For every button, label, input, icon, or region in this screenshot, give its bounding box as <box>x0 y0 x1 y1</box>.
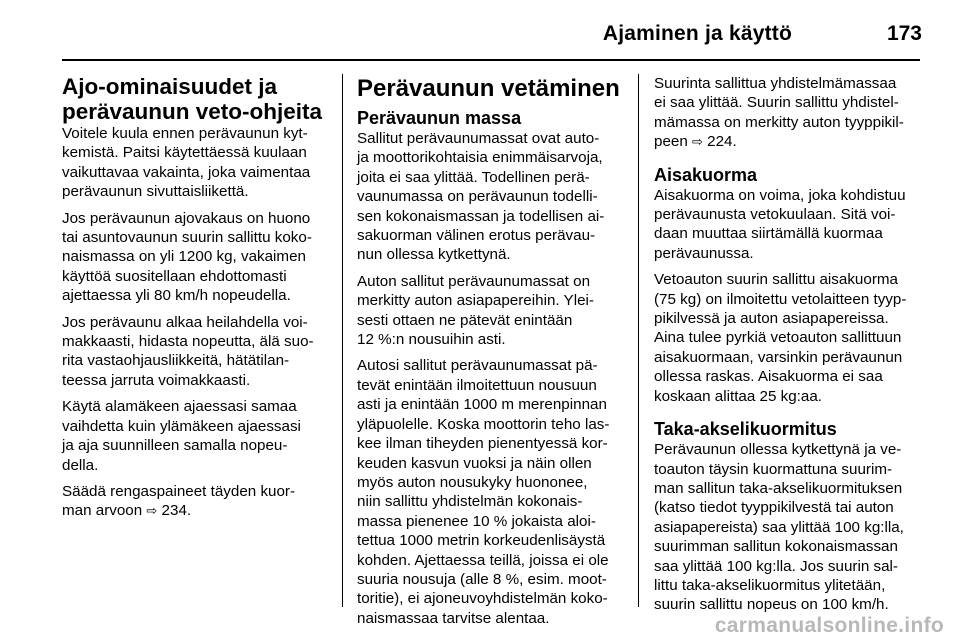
paragraph <box>62 397 328 475</box>
text-line: ja aja suunnilleen samalla nopeu- <box>62 437 288 455</box>
paragraph: Säädä rengaspaineet täyden kuor- man arvoon ⇨ 234. <box>62 482 328 521</box>
paragraph <box>357 356 623 628</box>
text-line: keuden kasvun vuoksi ja näin ollen <box>357 454 592 472</box>
text-line: makkaasti, hidasta nopeutta, älä suo- <box>62 333 314 351</box>
column-3 <box>654 74 922 615</box>
text-line: Aisakuorma on voima, joka kohdistuu <box>654 186 906 204</box>
paragraph <box>357 272 623 350</box>
text-line: saa ylittää 100 kg:lla. Jos suurin sal- <box>654 557 898 575</box>
subsection-heading: Perävaunun massa <box>357 108 522 128</box>
paragraph <box>654 440 922 615</box>
text-line: rita vastaohjausliikkeitä, hätätilan- <box>62 352 290 370</box>
text-line: yläpuolelle. Koska moottorin teho las- <box>357 415 610 433</box>
text-line: della. <box>62 456 99 474</box>
text-line: perävaunun veto-ohjeita <box>62 99 323 124</box>
text-line: suurin sallittu nopeus on 100 km/h. <box>654 596 889 614</box>
text-line: Käytä alamäkeen ajaessasi samaa <box>62 398 297 416</box>
text-line: mämassa on merkitty auton tyyppikil- <box>654 113 904 131</box>
text-line: Perävaunun ollessa kytkettynä ja ve- <box>654 441 902 459</box>
section-heading: Perävaunun vetäminen <box>357 75 620 102</box>
text-line: Vetoauton suurin sallittu aisakuorma <box>654 271 898 289</box>
text-line: littu taka-akselikuormitus ylitetään, <box>654 576 886 594</box>
text-line: joita ei saa ylittää. Todellinen perä- <box>357 168 590 186</box>
text-line: suurimman sallitun kokonaismassan <box>654 538 898 556</box>
text-line: Suurinta sallittua yhdistelmämassaa <box>654 75 897 92</box>
column-1 <box>62 74 328 521</box>
text-line: aisakuormaan, varsinkin perävaunun <box>654 348 903 366</box>
header-rule <box>62 59 920 61</box>
page-reference-icon: ⇨ <box>692 134 703 150</box>
text-line: naismassa on yli 1200 kg, vakaimen <box>62 248 306 266</box>
text-line: merkitty auton asiapapereihin. Ylei- <box>357 292 594 310</box>
paragraph <box>62 313 328 391</box>
paragraph <box>654 186 922 264</box>
text-line: käyttöä suositellaan ehdottomasti <box>62 267 287 285</box>
text-line: (katso tiedot tyyppikilvestä tai auton <box>654 499 894 517</box>
text-line: myös auton nousukyky huononee, <box>357 473 588 491</box>
text-line: 12 %:n nousuihin asti. <box>357 331 506 349</box>
text-line: ja moottorikohtaisia enimmäisarvoja, <box>357 149 603 167</box>
text-line: teessa jarruta voimakkaasti. <box>62 371 251 389</box>
text-line: massa pienenee 10 % jokaista aloi- <box>357 512 596 530</box>
text-line: vaihdetta kuin ylämäkeen ajaessasi <box>62 417 301 435</box>
text-line: tai asuntovaunun suurin sallittu koko- <box>62 229 312 247</box>
column-divider-left <box>342 74 343 607</box>
text-line: kohden. Ajettaessa teillä, joissa ei ole <box>357 551 609 569</box>
text-line: Sallitut perävaunumassat ovat auto- <box>357 130 600 147</box>
subsection-heading: Taka-akselikuormitus <box>654 419 837 440</box>
text-line: Auton sallitut perävaunumassat on <box>357 272 591 290</box>
page-number: 173 <box>886 22 922 45</box>
text-line: naismassaa tarvitse alentaa. <box>357 609 550 627</box>
section-heading <box>62 74 328 124</box>
text-line: asti ja enintään 1000 m merenpinnan <box>357 396 607 414</box>
text-line: tevät enintään ilmoitettuun nousuun <box>357 376 597 394</box>
text-line: kemistä. Paitsi käytettäessä kuulaan <box>62 144 307 162</box>
text-line: Aina tulee pyrkiä vetoauton sallittuun <box>654 329 902 347</box>
text-line: sen kokonaismassan ja todellisen ai- <box>357 207 605 225</box>
paragraph <box>62 209 328 306</box>
page-header-title: Ajaminen ja käyttö <box>602 22 792 45</box>
text-line: nun ollessa kytkettynä. <box>357 246 511 264</box>
text-line: ei saa ylittää. Suurin sallittu yhdistel- <box>654 94 899 112</box>
text-line: (75 kg) on ilmoitettu vetolaitteen tyyp- <box>654 290 907 308</box>
text-line: ollessa raskas. Aisakuorma ei saa <box>654 368 883 386</box>
text-line: perävaunusta vetokuulaan. Sitä voi- <box>654 206 896 224</box>
text-line: Jos perävaunu alkaa heilahdella voi- <box>62 313 308 331</box>
text-line: perävaunun sivuttaisliikettä. <box>62 183 249 201</box>
paragraph <box>62 124 328 202</box>
text-line: kee ilman tiheyden pienentyessä kor- <box>357 435 608 453</box>
text-line: suuria nousuja (alle 8 %, esim. moot- <box>357 570 607 588</box>
text-line: koskaan alittaa 25 kg:aa. <box>654 387 823 405</box>
text-line: man sallitun taka-akselikuormituksen <box>654 479 903 497</box>
text-line: Jos perävaunun ajovakaus on huono <box>62 209 311 227</box>
text-line: vaikuttavaa vakainta, joka vaimentaa <box>62 163 311 181</box>
subsection-heading: Aisakuorma <box>654 164 758 185</box>
text-line: Säädä rengaspaineet täyden kuor- <box>62 482 296 500</box>
text-line: daan muuttaa siirtämällä kuormaa <box>654 225 883 243</box>
text-line: toauton täysin kuormattuna suurim- <box>654 460 893 478</box>
text-line: asiapapereista) saa ylittää 100 kg:lla, <box>654 518 904 536</box>
column-divider-right <box>638 74 639 607</box>
text-line: vaunumassa on perävaunun todelli- <box>357 188 598 206</box>
text-line: sakuorman välinen erotus perävau- <box>357 227 596 245</box>
text-line: toritie), ei ajoneuvoyhdistelmän koko- <box>357 590 608 608</box>
text-line: Autosi sallitut perävaunumassat pä- <box>357 357 598 375</box>
text-line: niin sallittu yhdistelmän kokonais- <box>357 493 583 511</box>
text-line: tettua 1000 metrin korkeudenlisäystä <box>357 532 606 550</box>
watermark: carmanualsonline.info <box>714 614 944 637</box>
text-line: perävaunussa. <box>654 244 754 262</box>
text-line: ajettaessa yli 80 km/h nopeudella. <box>62 287 291 305</box>
column-2 <box>357 74 623 628</box>
paragraph <box>654 270 922 406</box>
page-reference-icon: ⇨ <box>146 503 158 519</box>
text-line: Voitele kuula ennen perävaunun kyt- <box>62 125 308 142</box>
text-line: pikilvessä ja auton asiapapereissa. <box>654 310 889 328</box>
paragraph <box>357 129 623 265</box>
text-line: Ajo-ominaisuudet ja <box>62 74 278 99</box>
paragraph: Suurinta sallittua yhdistelmämassaa ei saa ylittää. Suurin sallittu yhdistel- mämassa on merkitty auton tyyppikil- peen ⇨ 224. <box>654 74 922 152</box>
text-line: sesti ottaen ne pätevät enintään <box>357 311 573 329</box>
